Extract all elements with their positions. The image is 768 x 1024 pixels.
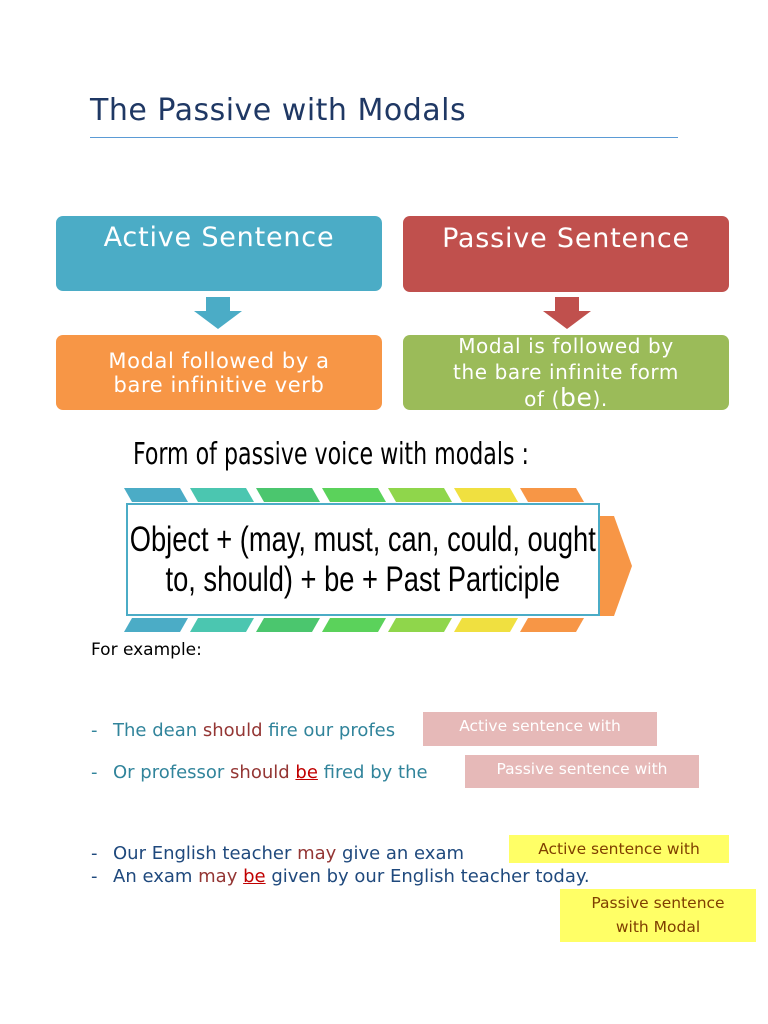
example-sentence <box>91 762 428 783</box>
modal-word: may <box>198 866 238 887</box>
page-title: The Passive with Modals <box>90 93 467 128</box>
example-sentence <box>91 720 395 741</box>
chevron-segment <box>520 618 584 632</box>
annotation-passive-sentence: Passive sentence with <box>465 755 699 788</box>
text: An exam <box>113 866 199 887</box>
chevron-segment <box>190 618 254 632</box>
list-dash: - <box>91 720 98 741</box>
chevron-segment <box>322 618 386 632</box>
active-description-line: Modal followed by a <box>108 348 330 373</box>
formula-line: to, should) + be + Past Participle <box>165 559 561 599</box>
text: fired by the <box>317 762 428 783</box>
chevron-segment <box>256 618 320 632</box>
chevron-segment <box>454 488 518 502</box>
annotation-passive-sentence-modal <box>560 889 756 942</box>
example-label: For example: <box>91 640 202 660</box>
be-word: be <box>243 866 266 887</box>
chevron-segment <box>388 618 452 632</box>
text: Or professor <box>113 762 231 783</box>
passive-description-line: the bare infinite form <box>453 360 679 384</box>
chevron-segment <box>520 488 584 502</box>
passive-sentence-heading: Passive Sentence <box>403 216 729 292</box>
text: give an exam <box>336 843 465 864</box>
list-dash: - <box>91 762 98 783</box>
chevron-segment <box>190 488 254 502</box>
modal-word: may <box>297 843 337 864</box>
chevron-segment <box>454 618 518 632</box>
example-sentence <box>91 843 464 864</box>
modal-word: should <box>230 762 290 783</box>
annotation-active-sentence: Active sentence with <box>423 712 657 746</box>
form-heading: Form of passive voice with modals : <box>133 437 530 472</box>
chevron-segment <box>322 488 386 502</box>
active-description <box>56 335 382 410</box>
text: Our English teacher <box>113 843 298 864</box>
list-dash: - <box>91 843 98 864</box>
example-sentence <box>91 866 590 887</box>
text: of ( <box>524 387 560 411</box>
passive-description-line <box>453 385 679 412</box>
text: The dean <box>113 720 203 741</box>
text: fire our profes <box>262 720 396 741</box>
formula-line: Object + (may, must, can, could, ought <box>129 519 597 559</box>
title-underline <box>90 137 678 138</box>
chevron-segment <box>256 488 320 502</box>
passive-description <box>403 335 729 410</box>
be-word: be <box>295 762 318 783</box>
modal-word: should <box>202 720 263 741</box>
annotation-line: Passive sentence <box>591 894 725 912</box>
passive-description-line: Modal is followed by <box>458 334 674 358</box>
formula-box <box>126 503 600 616</box>
formula-text <box>130 520 596 600</box>
chevron-segment <box>124 618 188 632</box>
active-sentence-heading: Active Sentence <box>56 216 382 291</box>
be-word: be <box>560 383 593 412</box>
chevron-segment <box>388 488 452 502</box>
text: ). <box>592 387 608 411</box>
chevron-segment <box>124 488 188 502</box>
down-arrow-icon <box>194 297 242 329</box>
down-arrow-icon <box>543 297 591 329</box>
annotation-line: with Modal <box>615 918 701 936</box>
annotation-active-sentence: Active sentence with <box>509 835 729 863</box>
active-description-line: bare infinitive verb <box>113 372 325 397</box>
list-dash: - <box>91 866 98 887</box>
text: given by our English teacher today. <box>265 866 590 887</box>
